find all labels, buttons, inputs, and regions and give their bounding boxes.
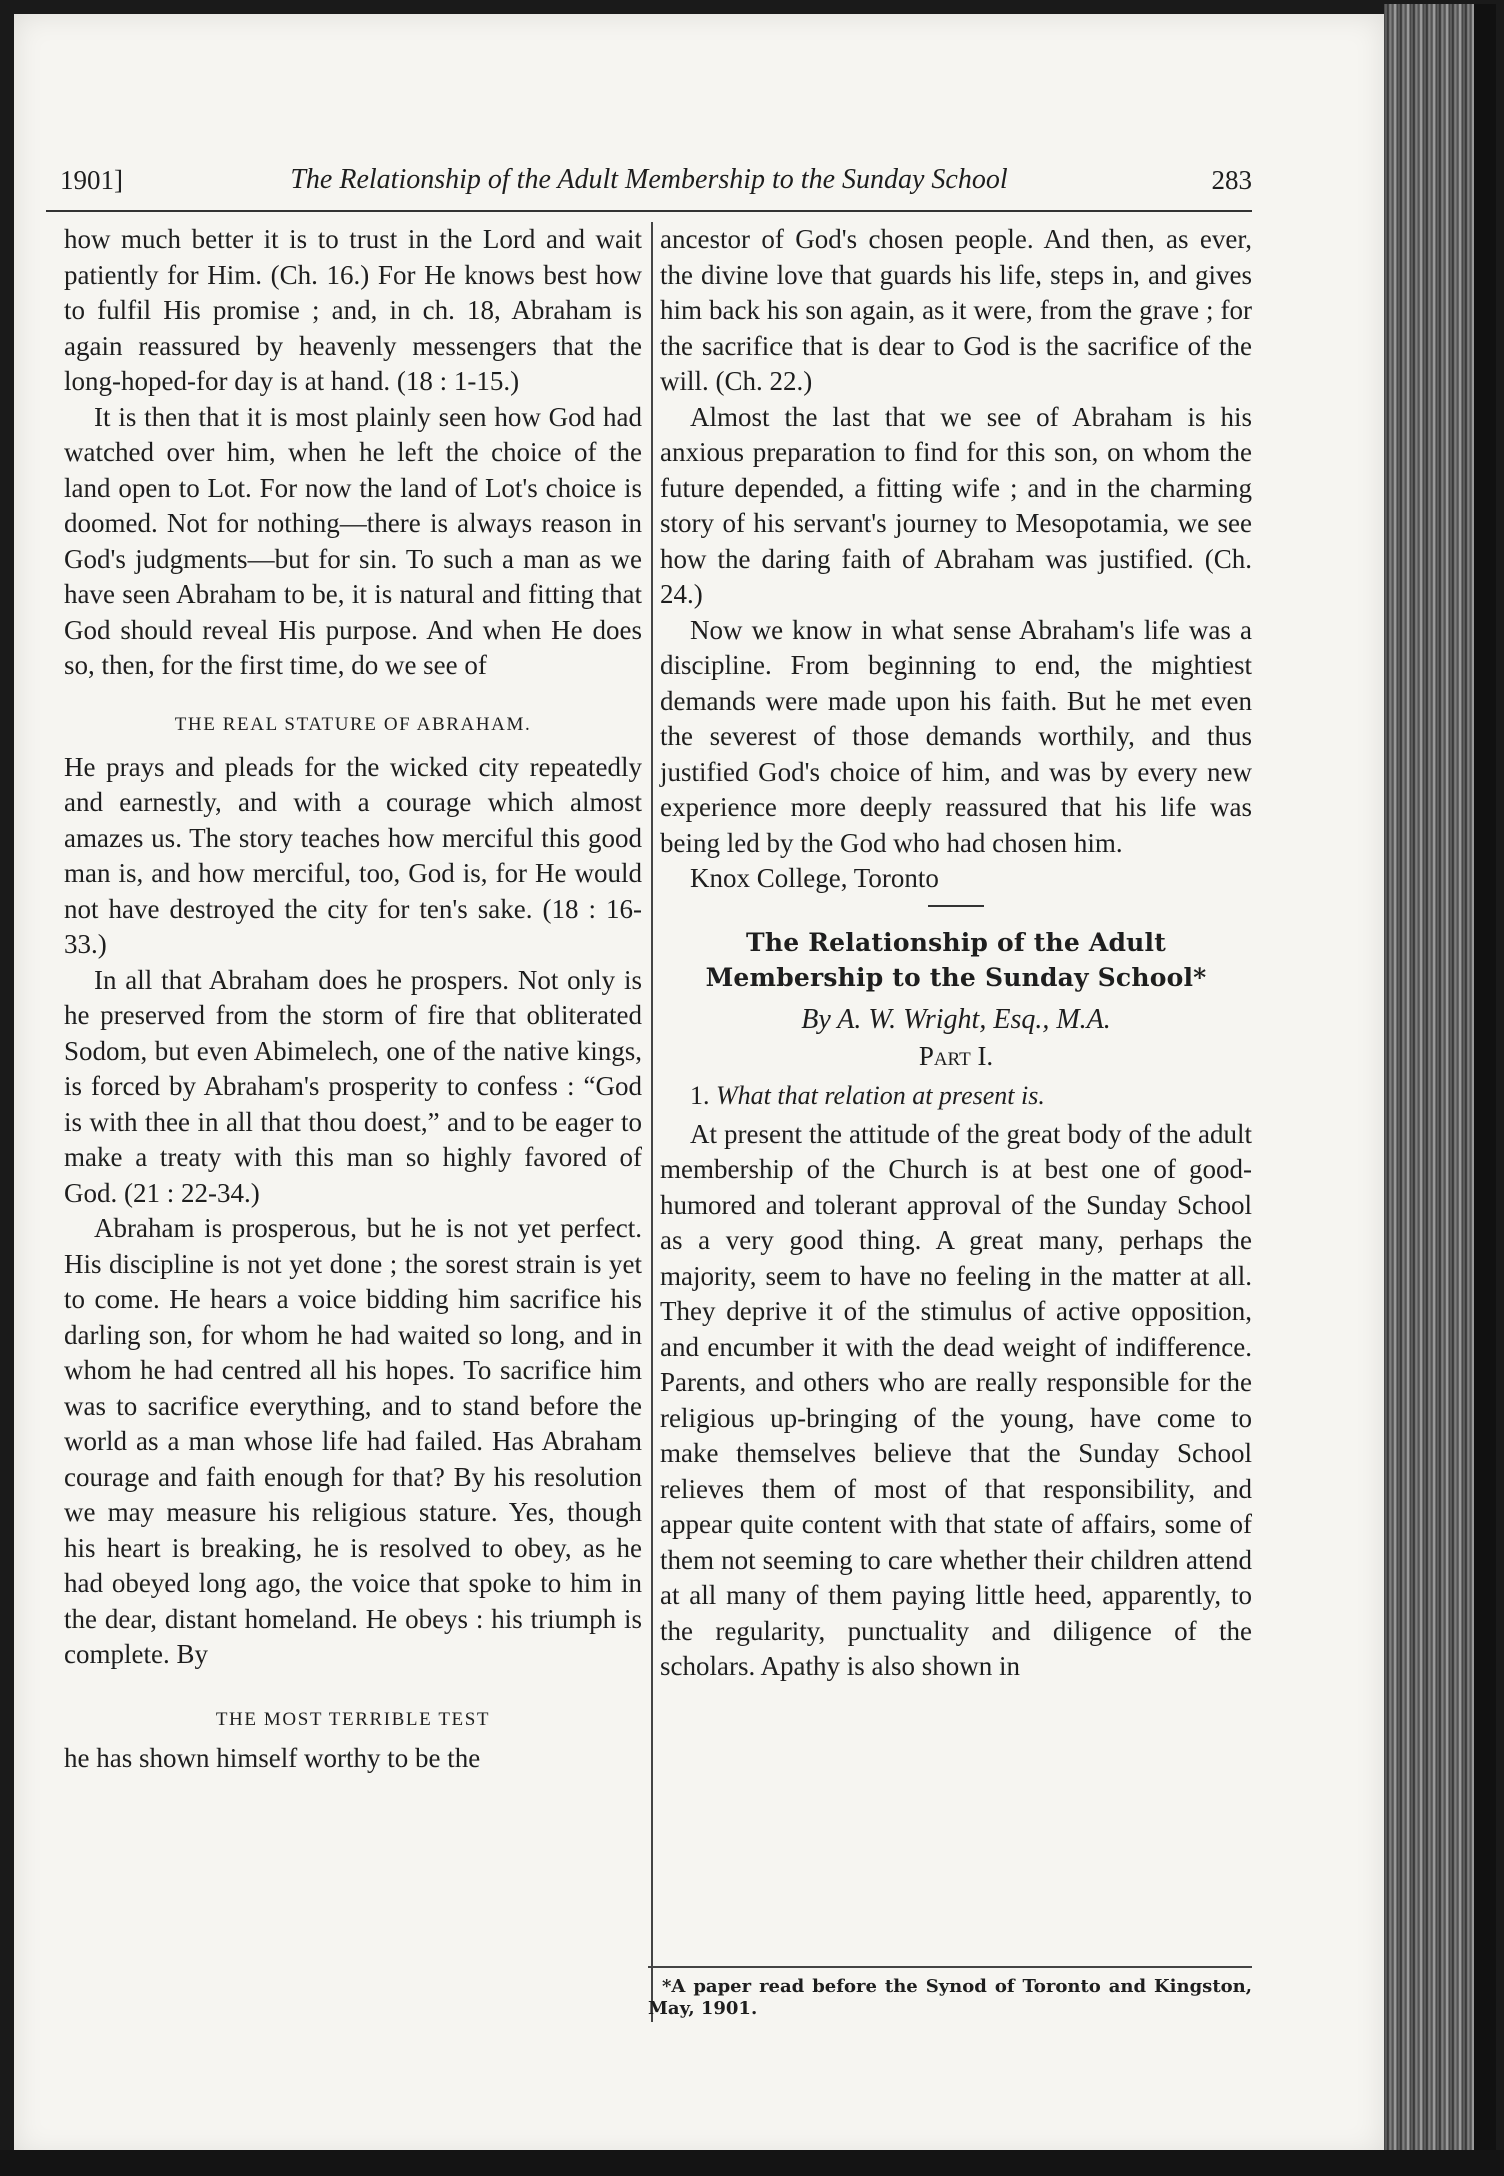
signoff-location: Knox College, Toronto (690, 863, 939, 893)
article-title: The Relationship of the Adult Membership to the Sunday School* (705, 927, 1207, 992)
article-subheading (660, 1079, 1252, 1113)
left-paragraph-6: he has shown himself worthy to be the (64, 1742, 481, 1773)
scan-bottom-border (0, 2150, 1504, 2176)
left-paragraph-3: He prays and pleads for the wicked city repeatedly and earnestly, and with a courage which almost amazes us. The story teaches how merciful this good man is, and how merciful, too, God is, for He would not have destroyed the city for ten's sake. (18 : 16-33.) (64, 751, 642, 959)
left-column (64, 222, 642, 1776)
header-year: 1901] (60, 165, 123, 195)
left-paragraph-1: how much better it is to trust in the Lord and wait patiently for Him. (Ch. 16.) For He knows best how to fulfil His promise ; and, in ch. 18, Abraham is again reassured by heavenly messengers that the long-hoped-for day is at hand. (18 : 1-15.) (64, 224, 642, 396)
subheading-text: What that relation at present is. (716, 1080, 1045, 1110)
left-paragraph-2: It is then that it is most plainly seen how God had watched over him, when he left the choice of the land open to Lot. For now the land of Lot's choice is doomed. Not for nothing—there is always reason in God's judgments—but for sin. To such a man as we have seen Abraham to be, it is natural and fitting that God should reveal His purpose. And when He does so, then, for the first time, do we see of (64, 401, 642, 680)
header-running-title: The Relationship of the Adult Membership to the Sunday School (290, 164, 1008, 195)
right-column (660, 222, 1252, 1685)
book-page-edges (1384, 4, 1496, 2168)
footnote: *A paper read before the Synod of Toronto and Kingston, May, 1901. (648, 1966, 1252, 2020)
article-byline: By A. W. Wright, Esq., M.A. (801, 1003, 1111, 1035)
left-paragraph-4: In all that Abraham does he prospers. Not only is he preserved from the storm of fire that obliterated Sodom, but even Abimelech, one of the native kings, is forced by Abraham's prosperity to confess : “God is with thee in all that thou doest,” and to be eager to make a treaty with this man so highly favored of God. (21 : 22-34.) (64, 964, 642, 1208)
right-paragraph-3: Now we know in what sense Abraham's life was a discipline. From beginning to end, the mightiest demands were made upon his faith. But he met even the severest of those demands worthily, and thus justified God's choice of him, and was by every new experience more deeply reassured that his life was being led by the God who had chosen him. (660, 614, 1252, 858)
right-paragraph-2: Almost the last that we see of Abraham is his anxious preparation to find for this son, on whom the future depended, a fitting wife ; and in the charming story of his servant's journey to Mesopotamia, we see how the daring faith of Abraham was justified. (Ch. 24.) (660, 401, 1252, 609)
right-paragraph-4: At present the attitude of the great body of the adult membership of the Church is at best one of good-humored and tolerant approval of the Sunday School as a very good thing. A great many, perhaps the majority, seem to have no feeling in the matter at all. They deprive it of the stimulus of active opposition, and encumber it with the dead weight of indifference. Parents, and others who are really responsible for the religious up-bringing of the young, have come to make themselves believe that the Sunday School relieves them of most of that responsibility, and appear quite content with that state of affairs, some of them not seeming to care whether their children attend at all many of them paying little heed, apparently, to the regularity, punctuality and diligence of the scholars. Apathy is also shown in (660, 1118, 1252, 1681)
section-heading-terrible-test: THE MOST TERRIBLE TEST (215, 1708, 491, 1730)
subheading-number: 1. (690, 1080, 710, 1110)
header-page-number: 283 (1211, 165, 1252, 195)
running-header (46, 160, 1252, 212)
left-paragraph-5: Abraham is prosperous, but he is not yet perfect. His discipline is not yet done ; the sorest strain is yet to come. He hears a voice bidding him sacrifice his darling son, for whom he had waited so long, and in whom he had centred all his hopes. To sacrifice him was to sacrifice everything, and to stand before the world as a man whose life had failed. Has Abraham courage and faith enough for that? By his resolution we may measure his religious stature. Yes, though his heart is breaking, he is resolved to obey, as he had obeyed long ago, the voice that spoke to him in the dear, distant homeland. He obeys : his triumph is complete. By (64, 1213, 642, 1669)
section-rule (928, 905, 984, 907)
column-divider (651, 222, 653, 2022)
article-part: Part I. (918, 1040, 994, 1071)
right-paragraph-1: ancestor of God's chosen people. And then, as ever, the divine love that guards his life, steps in, and gives him back his son again, as it were, from the grave ; for the sacrifice that is dear to God is the sacrifice of the will. (Ch. 22.) (660, 224, 1252, 396)
section-heading-real-stature: THE REAL STATURE OF ABRAHAM. (174, 713, 532, 735)
